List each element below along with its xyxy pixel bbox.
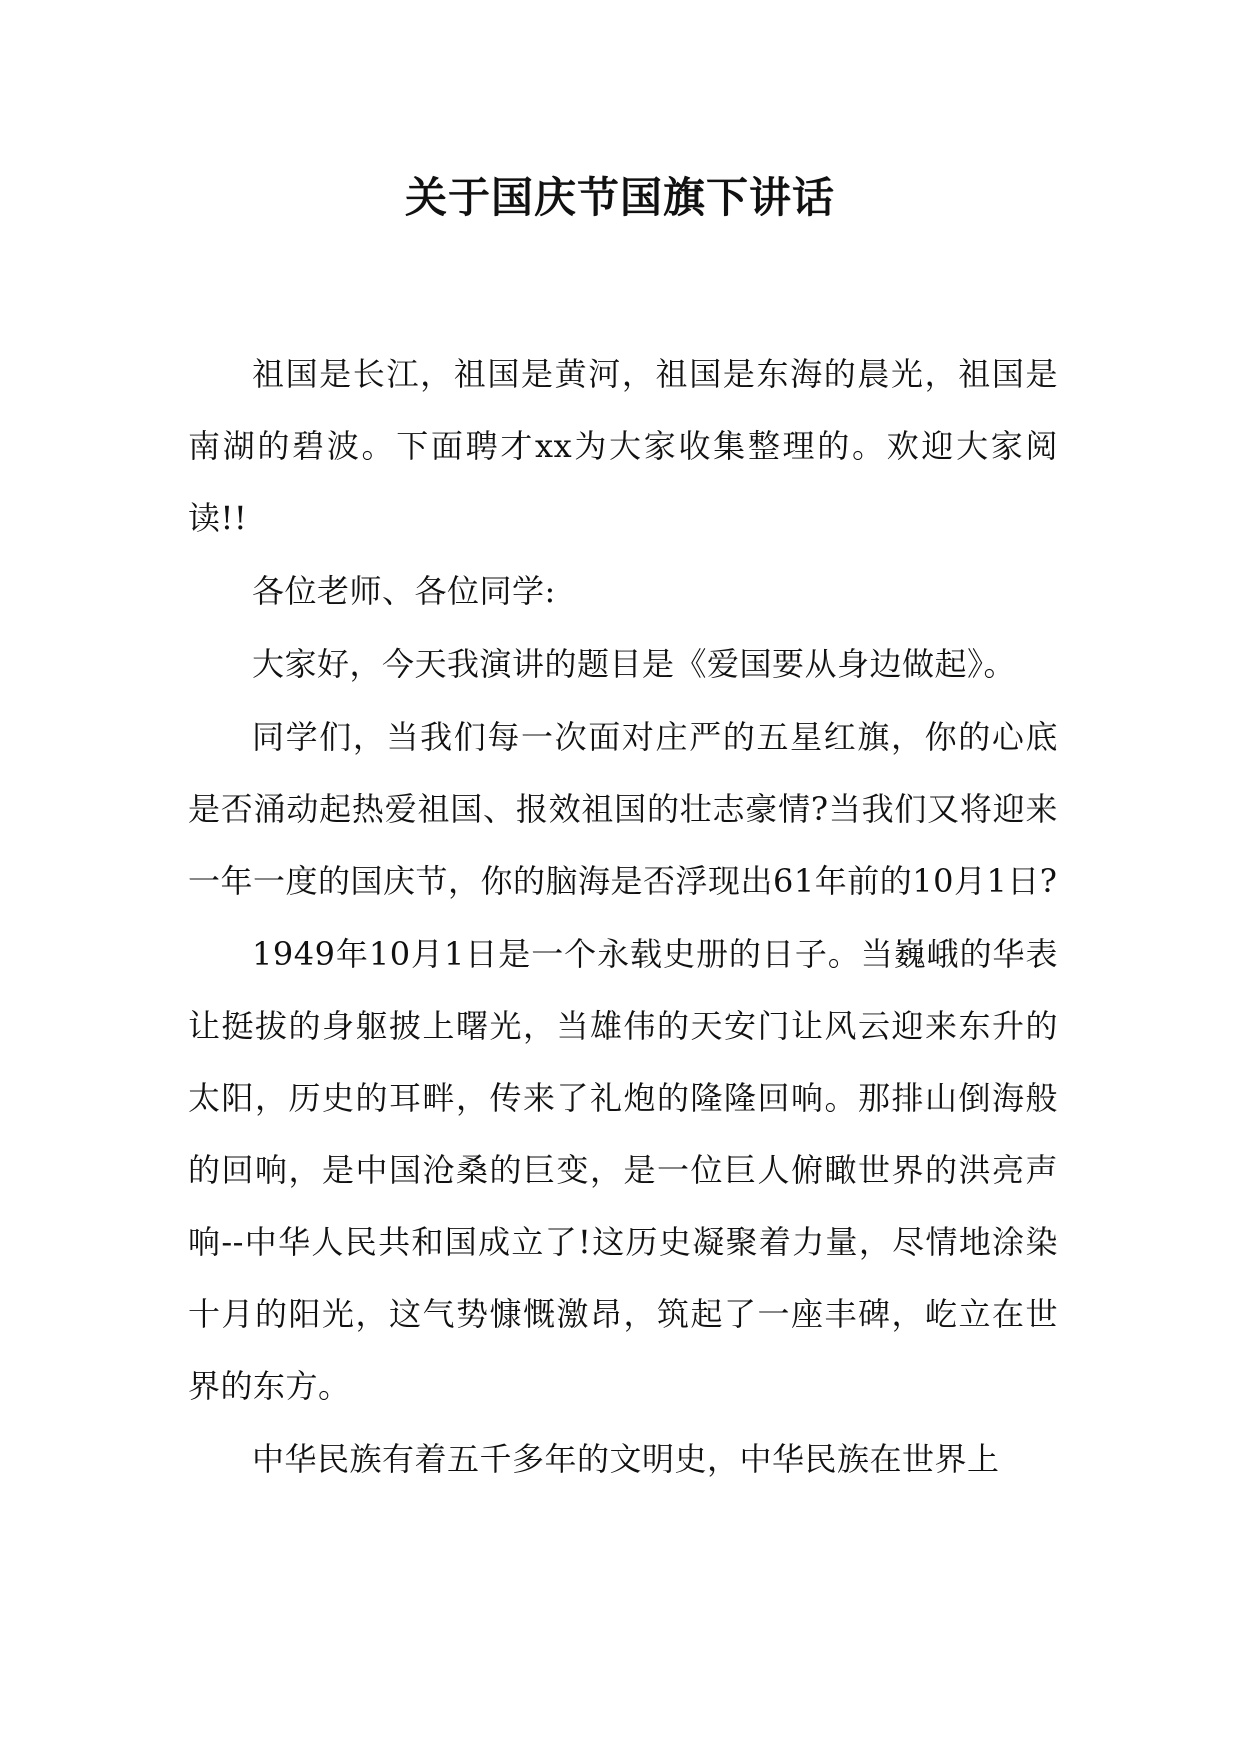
body-paragraph: 中华民族有着五千多年的文明史，中华民族在世界上: [252, 1440, 1000, 1478]
intro-paragraph: 祖国是长江，祖国是黄河，祖国是东海的晨光，祖国是南湖的碧波。下面聘才xx为大家收集整理的。欢迎大家阅读!!: [188, 355, 1058, 537]
body-paragraph: 同学们，当我们每一次面对庄严的五星红旗，你的心底是否涌动起热爱祖国、报效祖国的壮志豪情?当我们又将迎来一年一度的国庆节，你的脑海是否浮现出61年前的10月1日?: [188, 718, 1058, 900]
body-paragraph: 1949年10月1日是一个永载史册的日子。当巍峨的华表让挺拔的身躯披上曙光，当雄伟的天安门让风云迎来东升的太阳，历史的耳畔，传来了礼炮的隆隆回响。那排山倒海般的回响，是中国沧桑的巨变，是一位巨人俯瞰世界的洪亮声响--中华人民共和国成立了!这历史凝聚着力量，尽情地涂染十月的阳光，这气势慷慨激昂，筑起了一座丰碑，屹立在世界的东方。: [188, 935, 1058, 1405]
salutation-paragraph: 各位老师、各位同学:: [252, 572, 556, 610]
greeting-paragraph: 大家好，今天我演讲的题目是《爱国要从身边做起》。: [252, 645, 1017, 683]
document-body: [188, 338, 1058, 1496]
page-title: 关于国庆节国旗下讲话: [404, 173, 835, 222]
